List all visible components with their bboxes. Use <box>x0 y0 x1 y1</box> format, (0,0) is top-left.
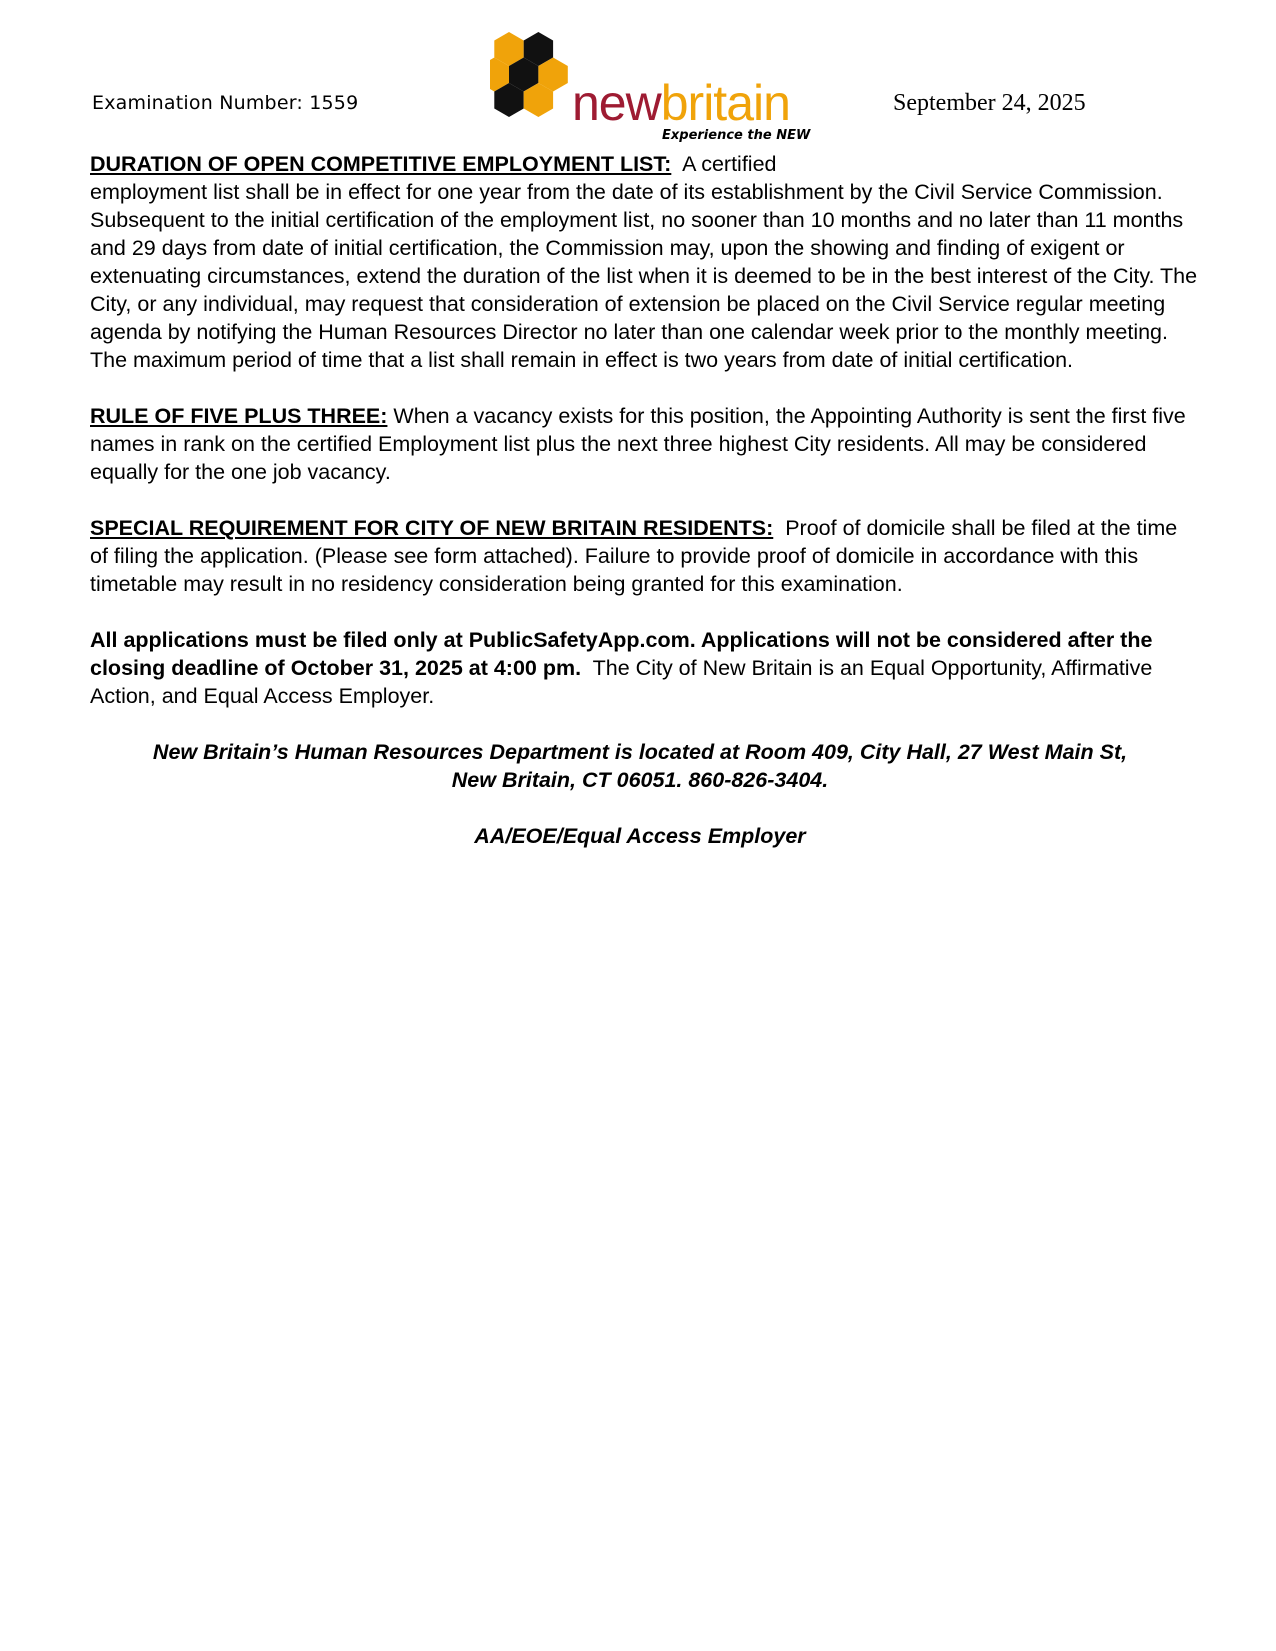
duration-body: employment list shall be in effect for one year from the date of its establishment by the Civil Service Commission. Subsequent to the initial certification of the employment list, no sooner than 10 months and no later than 11 months and 29 days from date of initial certification, the Commission may, upon the showing and finding of exigent or extenuating circumstances, extend the duration of the list when it is deemed to be in the best interest of the City. The City, or any individual, may request that consideration of extension be placed on the Civil Service regular meeting agenda by notifying the Human Resources Director no later than one calendar week prior to the monthly meeting. The maximum period of time that a list shall remain in effect is two years from date of initial certification. <box>90 180 1198 372</box>
duration-paragraph <box>90 150 1200 374</box>
special-requirement-heading: SPECIAL REQUIREMENT FOR CITY OF NEW BRITAIN RESIDENTS: <box>90 516 774 540</box>
applications-deadline: All applications must be filed only at PublicSafetyApp.com. Applications will not be considered after the closing deadline of October 31, 2025 at 4:00 pm. <box>90 628 1153 680</box>
logo-word-britain: britain <box>660 75 790 131</box>
duration-heading: DURATION OF OPEN COMPETITIVE EMPLOYMENT LIST: <box>90 152 672 176</box>
applications-equal-opportunity: The City of New Britain is an Equal Opportunity, Affirmative Action, and Equal Access Employer. <box>90 656 1153 708</box>
location-line-2: New Britain, CT 06051. 860-826-3404. <box>451 768 829 792</box>
footer-employer <box>90 822 1190 850</box>
logo-tagline: Experience the NEW <box>662 128 811 143</box>
new-britain-logo <box>490 32 820 148</box>
footer-text: AA/EOE/Equal Access Employer <box>474 824 806 848</box>
logo-wordmark <box>572 75 790 131</box>
document-body <box>90 150 1200 878</box>
location-paragraph <box>90 738 1190 794</box>
location-line-1: New Britain’s Human Resources Department is located at Room 409, City Hall, 27 West Main St, <box>152 740 1128 764</box>
rule-body: When a vacancy exists for this position, the Appointing Authority is sent the first five names in rank on the certified Employment list plus the next three highest City residents. All may be considered equally for the one job vacancy. <box>90 404 1186 484</box>
logo-word-new: new <box>572 75 661 131</box>
applications-paragraph <box>90 626 1200 710</box>
examination-number: Examination Number: 1559 <box>92 92 359 114</box>
duration-lead: A certified <box>682 152 777 176</box>
special-requirement-body: Proof of domicile shall be filed at the time of filing the application. (Please see form attached). Failure to provide proof of domicile in accordance with this timetable may result in no residency consideration being granted for this examination. <box>90 516 1178 596</box>
rule-heading: RULE OF FIVE PLUS THREE: <box>90 404 388 428</box>
rule-paragraph <box>90 402 1200 486</box>
special-requirement-paragraph <box>90 514 1200 598</box>
document-date: September 24, 2025 <box>893 90 1086 116</box>
